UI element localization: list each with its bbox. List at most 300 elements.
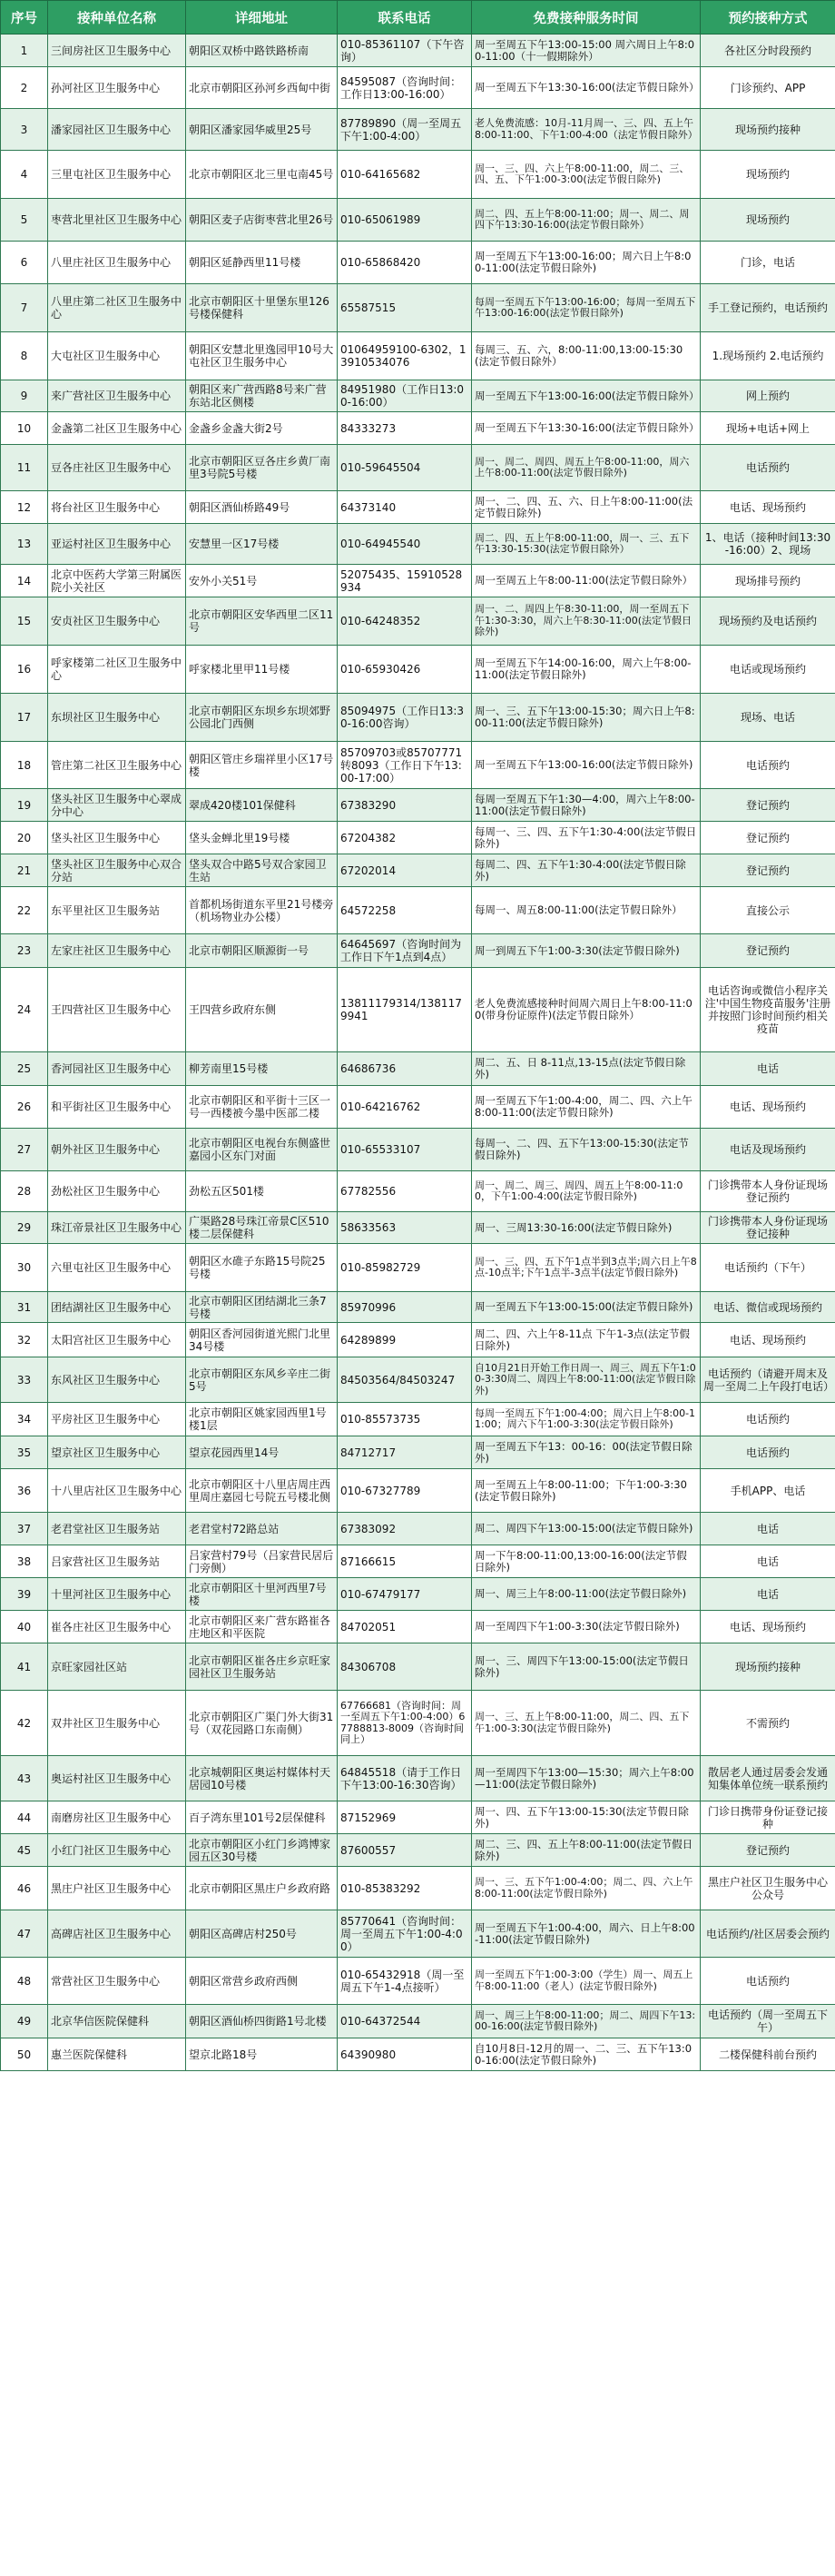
cell-index: 5 xyxy=(1,199,48,242)
cell-unit-name: 垡头社区卫生服务中心 xyxy=(48,822,186,854)
cell-service-time: 每周一至周五下午13:00-16:00；每周一至周五下午13:00-16:00(法定节假日除外) xyxy=(472,284,701,332)
header-address: 详细地址 xyxy=(186,1,338,35)
cell-appointment-method: 电话或现场预约 xyxy=(701,646,835,694)
cell-appointment-method: 登记预约 xyxy=(701,934,835,968)
cell-unit-name: 吕家营社区卫生服务站 xyxy=(48,1545,186,1578)
cell-address: 北京市朝阳区安华西里二区11号 xyxy=(186,597,338,646)
cell-address: 北京市朝阳区豆各庄乡黄厂南里3号院5号楼 xyxy=(186,445,338,491)
cell-service-time: 周一至周五下午1:00-3:00（学生）周一、周五上午8:00-11:00（老人）(法定节假日除外) xyxy=(472,1958,701,2005)
cell-phone: 010-67327789 xyxy=(338,1469,472,1513)
table-header-row xyxy=(1,1,835,35)
cell-appointment-method: 现场、电话 xyxy=(701,694,835,742)
cell-phone: 67202014 xyxy=(338,854,472,887)
table-row xyxy=(1,1086,835,1129)
cell-service-time: 每周三、五、六，8:00-11:00,13:00-15:30(法定节假日除外） xyxy=(472,332,701,380)
table-row xyxy=(1,1403,835,1436)
table-row xyxy=(1,934,835,968)
cell-index: 4 xyxy=(1,151,48,199)
cell-index: 46 xyxy=(1,1867,48,1910)
cell-address: 北京市朝阳区电视台东侧盛世嘉园小区东门对面 xyxy=(186,1129,338,1171)
cell-index: 12 xyxy=(1,491,48,524)
cell-address: 北京市朝阳区十里堡东里126号楼保健科 xyxy=(186,284,338,332)
cell-index: 45 xyxy=(1,1834,48,1867)
cell-unit-name: 三间房社区卫生服务中心 xyxy=(48,35,186,67)
cell-address: 北京市朝阳区姚家园西里1号楼1层 xyxy=(186,1403,338,1436)
cell-appointment-method: 1、电话（接种时间13:30-16:00）2、现场 xyxy=(701,524,835,565)
cell-service-time: 周一至周五下午13:30-16:00(法定节假日除外） xyxy=(472,67,701,109)
cell-appointment-method: 电话、现场预约 xyxy=(701,1086,835,1129)
cell-appointment-method: 登记预约 xyxy=(701,1834,835,1867)
cell-appointment-method: 黑庄户社区卫生服务中心公众号 xyxy=(701,1867,835,1910)
table-row xyxy=(1,1171,835,1212)
cell-appointment-method: 现场预约接种 xyxy=(701,109,835,151)
cell-appointment-method: 手工登记预约，电话预约 xyxy=(701,284,835,332)
cell-service-time: 每周一、三、四、五下午1:30-4:00(法定节假日除外) xyxy=(472,822,701,854)
cell-service-time: 周一至周五下午13:00-16:00(法定节假日除外) xyxy=(472,742,701,789)
cell-phone: 64845518（请于工作日下午13:00-16:30咨询） xyxy=(338,1756,472,1801)
cell-unit-name: 左家庄社区卫生服务中心 xyxy=(48,934,186,968)
cell-phone: 010-67479177 xyxy=(338,1578,472,1611)
cell-service-time: 周一、周二、周四、周五上午8:00-11:00，周六上午8:00-11:00(法定节假日除外) xyxy=(472,445,701,491)
cell-service-time: 每周一至周五下午1:00-4:00；周六日上午8:00-11:00；周六下午1:00-3:30(法定节假日除外) xyxy=(472,1403,701,1436)
cell-index: 15 xyxy=(1,597,48,646)
table-row xyxy=(1,968,835,1052)
cell-appointment-method: 门诊携带本人身份证现场登记预约 xyxy=(701,1171,835,1212)
cell-service-time: 老人免费流感接种时间周六周日上午8:00-11:00(带身份证原件)(法定节假日除外） xyxy=(472,968,701,1052)
cell-address: 北京市朝阳区和平街十三区一号一西楼被今墨中医部二楼 xyxy=(186,1086,338,1129)
cell-service-time: 周二、三、四、五上午8:00-11:00(法定节假日除外) xyxy=(472,1834,701,1867)
cell-phone: 84712717 xyxy=(338,1436,472,1469)
cell-unit-name: 双井社区卫生服务中心 xyxy=(48,1691,186,1756)
table-row xyxy=(1,1129,835,1171)
cell-service-time: 周一至周四下午1:00-3:30(法定节假日除外) xyxy=(472,1611,701,1643)
cell-address: 北京市朝阳区顺源街一号 xyxy=(186,934,338,968)
cell-phone: 010-85383292 xyxy=(338,1867,472,1910)
cell-appointment-method: 手机APP、电话 xyxy=(701,1469,835,1513)
cell-phone: 010-64216762 xyxy=(338,1086,472,1129)
cell-appointment-method: 不需预约 xyxy=(701,1691,835,1756)
cell-appointment-method: 电话预约 xyxy=(701,1436,835,1469)
cell-address: 北京市朝阳区广渠门外大街31号（双花园路口东南侧） xyxy=(186,1691,338,1756)
cell-service-time: 周一、二、周四上午8:30-11:00，周一至周五下午1:30-3:30，周六上午8:30-11:00(法定节假日除外) xyxy=(472,597,701,646)
cell-index: 10 xyxy=(1,412,48,445)
header-appointment-method: 预约接种方式 xyxy=(701,1,835,35)
cell-service-time: 周一至周五下午1:00-4:00，周六、日上午8:00-11:00(法定节假日除外) xyxy=(472,1910,701,1958)
table-row xyxy=(1,1513,835,1545)
cell-address: 老君堂村72路总站 xyxy=(186,1513,338,1545)
cell-index: 34 xyxy=(1,1403,48,1436)
cell-unit-name: 大屯社区卫生服务中心 xyxy=(48,332,186,380)
table-row xyxy=(1,887,835,934)
header-index: 序号 xyxy=(1,1,48,35)
table-row xyxy=(1,1436,835,1469)
cell-appointment-method: 门诊，电话 xyxy=(701,242,835,284)
cell-unit-name: 东平里社区卫生服务站 xyxy=(48,887,186,934)
cell-index: 49 xyxy=(1,2005,48,2038)
cell-phone: 010-64372544 xyxy=(338,2005,472,2038)
cell-address: 北京城朝阳区奥运村媒体村天居园10号楼 xyxy=(186,1756,338,1801)
cell-index: 39 xyxy=(1,1578,48,1611)
cell-phone: 64373140 xyxy=(338,491,472,524)
cell-appointment-method: 登记预约 xyxy=(701,822,835,854)
cell-service-time: 周二、四、五上午8:00-11:00，周一、三、五下午13:30-15:30(法定节假日除外） xyxy=(472,524,701,565)
table-row xyxy=(1,854,835,887)
cell-index: 9 xyxy=(1,380,48,412)
cell-service-time: 周一下午8:00-11:00,13:00-16:00(法定节假日除外) xyxy=(472,1545,701,1578)
table-row xyxy=(1,445,835,491)
cell-address: 朝阳区水碓子东路15号院25号楼 xyxy=(186,1244,338,1292)
table-row xyxy=(1,1578,835,1611)
cell-phone: 67766681（咨询时间：周一至周五下午1:00-4:00）67788813-8009（咨询时间同上） xyxy=(338,1691,472,1756)
cell-address: 吕家营村79号（吕家营民居后门旁侧） xyxy=(186,1545,338,1578)
cell-service-time: 周一、二、四、五、六、日上午8:00-11:00(法定节假日除外) xyxy=(472,491,701,524)
cell-unit-name: 朝外社区卫生服务中心 xyxy=(48,1129,186,1171)
cell-appointment-method: 电话 xyxy=(701,1052,835,1086)
table-row xyxy=(1,380,835,412)
cell-index: 40 xyxy=(1,1611,48,1643)
table-row xyxy=(1,646,835,694)
cell-address: 柳芳南里15号楼 xyxy=(186,1052,338,1086)
cell-index: 31 xyxy=(1,1292,48,1323)
table-row xyxy=(1,332,835,380)
cell-address: 朝阳区管庄乡瑞祥里小区17号楼 xyxy=(186,742,338,789)
cell-service-time: 周一至周五下午13:30-16:00(法定节假日除外） xyxy=(472,412,701,445)
cell-unit-name: 小红门社区卫生服务中心 xyxy=(48,1834,186,1867)
cell-phone: 13811179314/1381179941 xyxy=(338,968,472,1052)
cell-service-time: 周一、四、五下午13:00-15:30(法定节假日除外) xyxy=(472,1801,701,1834)
cell-address: 垡头双合中路5号双合家园卫生站 xyxy=(186,854,338,887)
cell-unit-name: 崔各庄社区卫生服务中心 xyxy=(48,1611,186,1643)
cell-appointment-method: 网上预约 xyxy=(701,380,835,412)
cell-service-time: 周二、周四下午13:00-15:00(法定节假日除外) xyxy=(472,1513,701,1545)
table-row xyxy=(1,1545,835,1578)
cell-index: 3 xyxy=(1,109,48,151)
cell-address: 百子湾东里101号2层保健科 xyxy=(186,1801,338,1834)
table-row xyxy=(1,109,835,151)
cell-phone: 87152969 xyxy=(338,1801,472,1834)
cell-unit-name: 惠兰医院保健科 xyxy=(48,2038,186,2071)
table-row xyxy=(1,524,835,565)
cell-appointment-method: 电话 xyxy=(701,1545,835,1578)
cell-address: 朝阳区香河园街道光熙门北里34号楼 xyxy=(186,1323,338,1357)
cell-phone: 64390980 xyxy=(338,2038,472,2071)
cell-index: 13 xyxy=(1,524,48,565)
cell-appointment-method: 现场预约及电话预约 xyxy=(701,597,835,646)
cell-appointment-method: 门诊预约、APP xyxy=(701,67,835,109)
cell-service-time: 周一到周五下午1:00-3:30(法定节假日除外) xyxy=(472,934,701,968)
cell-service-time: 周一、周三上午8:00-11:00；周二、周四下午13:00-16:00(法定节假日除外) xyxy=(472,2005,701,2038)
cell-unit-name: 十里河社区卫生服务中心 xyxy=(48,1578,186,1611)
table-row xyxy=(1,412,835,445)
cell-unit-name: 六里屯社区卫生服务中心 xyxy=(48,1244,186,1292)
cell-index: 47 xyxy=(1,1910,48,1958)
cell-phone: 010-64165682 xyxy=(338,151,472,199)
cell-service-time: 周一至周五上午8:00-11:00；下午1:00-3:30(法定节假日除外) xyxy=(472,1469,701,1513)
cell-unit-name: 八里庄社区卫生服务中心 xyxy=(48,242,186,284)
cell-unit-name: 将台社区卫生服务中心 xyxy=(48,491,186,524)
cell-unit-name: 平房社区卫生服务中心 xyxy=(48,1403,186,1436)
cell-index: 6 xyxy=(1,242,48,284)
cell-address: 翠成420楼101保健科 xyxy=(186,789,338,822)
cell-appointment-method: 现场预约 xyxy=(701,199,835,242)
cell-phone: 010-65061989 xyxy=(338,199,472,242)
cell-appointment-method: 电话、现场预约 xyxy=(701,491,835,524)
cell-phone: 64572258 xyxy=(338,887,472,934)
table-row xyxy=(1,1292,835,1323)
cell-unit-name: 垡头社区卫生服务中心双合分站 xyxy=(48,854,186,887)
cell-service-time: 周一、三、四、五下午1点半到3点半;周六日上午8点-10点半;下午1点半-3点半(法定节假日除外) xyxy=(472,1244,701,1292)
header-phone: 联系电话 xyxy=(338,1,472,35)
cell-phone: 84951980（工作日13:00-16:00） xyxy=(338,380,472,412)
cell-unit-name: 安贞社区卫生服务中心 xyxy=(48,597,186,646)
cell-address: 朝阳区酒仙桥四街路1号北楼 xyxy=(186,2005,338,2038)
cell-index: 29 xyxy=(1,1212,48,1244)
cell-appointment-method: 门诊携带本人身份证现场登记接种 xyxy=(701,1212,835,1244)
cell-phone: 010-59645504 xyxy=(338,445,472,491)
cell-appointment-method: 电话预约 xyxy=(701,1403,835,1436)
cell-service-time: 周一、三、四、六上午8:00-11:00，周二、三、四、五、下午1:00-3:00(法定节假日除外) xyxy=(472,151,701,199)
cell-address: 北京市朝阳区十八里店周庄西里周庄嘉园七号院五号楼北侧 xyxy=(186,1469,338,1513)
cell-service-time: 周一至周五下午13:00-16:00；周六日上午8:00-11:00(法定节假日除外) xyxy=(472,242,701,284)
cell-phone: 84306708 xyxy=(338,1643,472,1691)
cell-appointment-method: 电话预约（下午） xyxy=(701,1244,835,1292)
cell-service-time: 每周一、二、四、五下午13:00-15:30(法定节假日除外) xyxy=(472,1129,701,1171)
cell-index: 24 xyxy=(1,968,48,1052)
cell-index: 1 xyxy=(1,35,48,67)
cell-unit-name: 团结湖社区卫生服务中心 xyxy=(48,1292,186,1323)
cell-address: 首都机场街道东平里21号楼旁（机场物业办公楼） xyxy=(186,887,338,934)
cell-phone: 010-65533107 xyxy=(338,1129,472,1171)
table-row xyxy=(1,1834,835,1867)
cell-address: 北京市朝阳区东风乡辛庄二街5号 xyxy=(186,1357,338,1403)
cell-unit-name: 三里屯社区卫生服务中心 xyxy=(48,151,186,199)
cell-unit-name: 金盏第二社区卫生服务中心 xyxy=(48,412,186,445)
table-row xyxy=(1,822,835,854)
cell-service-time: 周一至周五下午13:00-15:00 周六周日上午8:00-11:00（十一假期除外） xyxy=(472,35,701,67)
cell-address: 北京市朝阳区黑庄户乡政府路 xyxy=(186,1867,338,1910)
cell-unit-name: 呼家楼第二社区卫生服务中心 xyxy=(48,646,186,694)
cell-phone: 010-65930426 xyxy=(338,646,472,694)
cell-unit-name: 奥运村社区卫生服务中心 xyxy=(48,1756,186,1801)
cell-phone: 67782556 xyxy=(338,1171,472,1212)
cell-index: 37 xyxy=(1,1513,48,1545)
cell-appointment-method: 电话 xyxy=(701,1513,835,1545)
cell-appointment-method: 登记预约 xyxy=(701,789,835,822)
table-row xyxy=(1,1244,835,1292)
cell-phone: 010-64945540 xyxy=(338,524,472,565)
cell-address: 北京市朝阳区十里河西里7号楼 xyxy=(186,1578,338,1611)
cell-address: 朝阳区常营乡政府西侧 xyxy=(186,1958,338,2005)
table-row xyxy=(1,789,835,822)
table-row xyxy=(1,1357,835,1403)
cell-address: 北京市朝阳区北三里屯南45号 xyxy=(186,151,338,199)
cell-address: 朝阳区双桥中路铁路桥南 xyxy=(186,35,338,67)
cell-appointment-method: 电话预约 xyxy=(701,742,835,789)
cell-index: 17 xyxy=(1,694,48,742)
table-row xyxy=(1,1212,835,1244)
cell-index: 50 xyxy=(1,2038,48,2071)
cell-address: 北京市朝阳区小红门乡鸿博家园五区30号楼 xyxy=(186,1834,338,1867)
cell-phone: 64645697（咨询时间为工作日下午1点到4点） xyxy=(338,934,472,968)
table-row xyxy=(1,1052,835,1086)
table-row xyxy=(1,1910,835,1958)
cell-phone: 67204382 xyxy=(338,822,472,854)
cell-phone: 65587515 xyxy=(338,284,472,332)
cell-phone: 85970996 xyxy=(338,1292,472,1323)
cell-index: 11 xyxy=(1,445,48,491)
cell-service-time: 周一至周五下午13：00-16：00(法定节假日除外) xyxy=(472,1436,701,1469)
cell-index: 18 xyxy=(1,742,48,789)
cell-unit-name: 珠江帝景社区卫生服务中心 xyxy=(48,1212,186,1244)
cell-appointment-method: 电话预约 xyxy=(701,1958,835,2005)
cell-phone: 84702051 xyxy=(338,1611,472,1643)
cell-service-time: 周二、四、六上午8-11点 下午1-3点(法定节假日除外) xyxy=(472,1323,701,1357)
cell-phone: 01064959100-6302，13910534076 xyxy=(338,332,472,380)
cell-unit-name: 太阳宫社区卫生服务中心 xyxy=(48,1323,186,1357)
table-row xyxy=(1,1691,835,1756)
cell-unit-name: 亚运村社区卫生服务中心 xyxy=(48,524,186,565)
cell-unit-name: 十八里店社区卫生服务中心 xyxy=(48,1469,186,1513)
cell-address: 垡头金蝉北里19号楼 xyxy=(186,822,338,854)
table-row xyxy=(1,491,835,524)
cell-index: 33 xyxy=(1,1357,48,1403)
table-row xyxy=(1,2038,835,2071)
cell-service-time: 周一至周五上午8:00-11:00(法定节假日除外） xyxy=(472,565,701,597)
cell-service-time: 自10月21日开始工作日周一、周三、周五下午1:00-3:30周二、周四上午8:00-11:00(法定节假日除外) xyxy=(472,1357,701,1403)
cell-index: 30 xyxy=(1,1244,48,1292)
cell-appointment-method: 登记预约 xyxy=(701,854,835,887)
cell-address: 北京市朝阳区来广营东路崔各庄地区和平医院 xyxy=(186,1611,338,1643)
cell-service-time: 周一、三、五下午13:00-15:30；周六日上午8:00-11:00(法定节假日除外) xyxy=(472,694,701,742)
cell-appointment-method: 电话预约（周一至周五下午） xyxy=(701,2005,835,2038)
cell-unit-name: 孙河社区卫生服务中心 xyxy=(48,67,186,109)
cell-phone: 85770641（咨询时间：周一至周五下午1:00-4:00） xyxy=(338,1910,472,1958)
cell-address: 朝阳区潘家园华威里25号 xyxy=(186,109,338,151)
cell-appointment-method: 各社区分时段预约 xyxy=(701,35,835,67)
cell-appointment-method: 直接公示 xyxy=(701,887,835,934)
cell-index: 35 xyxy=(1,1436,48,1469)
cell-address: 北京市朝阳区东坝乡东坝郊野公园北门西侧 xyxy=(186,694,338,742)
cell-index: 41 xyxy=(1,1643,48,1691)
cell-phone: 84503564/84503247 xyxy=(338,1357,472,1403)
table-row xyxy=(1,1867,835,1910)
cell-address: 朝阳区延静西里11号楼 xyxy=(186,242,338,284)
cell-service-time: 周二、四、五上午8:00-11:00；周一、周二、周四下午13:30-16:00(法定节假日除外） xyxy=(472,199,701,242)
cell-unit-name: 北京华信医院保健科 xyxy=(48,2005,186,2038)
cell-address: 朝阳区酒仙桥路49号 xyxy=(186,491,338,524)
table-row xyxy=(1,1469,835,1513)
cell-service-time: 周一、三、五下午1:00-4:00；周二、四、六上午8:00-11:00(法定节假日除外) xyxy=(472,1867,701,1910)
cell-index: 20 xyxy=(1,822,48,854)
cell-index: 28 xyxy=(1,1171,48,1212)
cell-unit-name: 潘家园社区卫生服务中心 xyxy=(48,109,186,151)
cell-appointment-method: 电话预约（请避开周末及周一至周二上午段打电话） xyxy=(701,1357,835,1403)
cell-service-time: 周一、三周13:30-16:00(法定节假日除外) xyxy=(472,1212,701,1244)
cell-service-time: 每周二、四、五下午1:30-4:00(法定节假日除外) xyxy=(472,854,701,887)
table-row xyxy=(1,1756,835,1801)
cell-phone: 58633563 xyxy=(338,1212,472,1244)
cell-index: 48 xyxy=(1,1958,48,2005)
table-row xyxy=(1,2005,835,2038)
table-row xyxy=(1,35,835,67)
cell-unit-name: 北京中医药大学第三附属医院小关社区 xyxy=(48,565,186,597)
cell-phone: 85709703或85707771转8093（工作日下午13:00-17:00） xyxy=(338,742,472,789)
cell-address: 北京市朝阳区团结湖北三条7号楼 xyxy=(186,1292,338,1323)
cell-phone: 010-65868420 xyxy=(338,242,472,284)
table-row xyxy=(1,242,835,284)
cell-unit-name: 垡头社区卫生服务中心翠成分中心 xyxy=(48,789,186,822)
cell-index: 7 xyxy=(1,284,48,332)
cell-index: 43 xyxy=(1,1756,48,1801)
cell-unit-name: 东风社区卫生服务中心 xyxy=(48,1357,186,1403)
table-row xyxy=(1,67,835,109)
table-row xyxy=(1,1611,835,1643)
cell-unit-name: 香河园社区卫生服务中心 xyxy=(48,1052,186,1086)
table-row xyxy=(1,1643,835,1691)
cell-service-time: 周一至周五下午13:00-16:00(法定节假日除外） xyxy=(472,380,701,412)
cell-service-time: 周一、三、周四下午13:00-15:00(法定节假日除外) xyxy=(472,1643,701,1691)
cell-unit-name: 老君堂社区卫生服务站 xyxy=(48,1513,186,1545)
table-row xyxy=(1,151,835,199)
cell-phone: 010-85361107（下午咨询） xyxy=(338,35,472,67)
cell-address: 朝阳区麦子店街枣营北里26号 xyxy=(186,199,338,242)
cell-phone: 52075435、15910528934 xyxy=(338,565,472,597)
cell-unit-name: 八里庄第二社区卫生服务中心 xyxy=(48,284,186,332)
cell-index: 25 xyxy=(1,1052,48,1086)
cell-address: 朝阳区安慧北里逸园甲10号大屯社区卫生服务中心 xyxy=(186,332,338,380)
cell-unit-name: 高碑店社区卫生服务中心 xyxy=(48,1910,186,1958)
cell-index: 36 xyxy=(1,1469,48,1513)
cell-appointment-method: 电话咨询或微信小程序关注'中国生物疫苗服务'注册并按照门诊时间预约相关疫苗 xyxy=(701,968,835,1052)
cell-address: 呼家楼北里甲11号楼 xyxy=(186,646,338,694)
cell-appointment-method: 现场预约接种 xyxy=(701,1643,835,1691)
cell-service-time: 周一至周四下午13:00—15:30；周六上午8:00—11:00(法定节假日除外) xyxy=(472,1756,701,1801)
cell-phone: 87789890（周一至周五下午1:00-4:00） xyxy=(338,109,472,151)
cell-service-time: 周一至周五下午1:00-4:00，周二、四、六上午8:00-11:00(法定节假日除外) xyxy=(472,1086,701,1129)
cell-appointment-method: 电话、现场预约 xyxy=(701,1323,835,1357)
cell-phone: 010-64248352 xyxy=(338,597,472,646)
cell-appointment-method: 电话及现场预约 xyxy=(701,1129,835,1171)
cell-phone: 84595087（咨询时间：工作日13:00-16:00） xyxy=(338,67,472,109)
cell-address: 朝阳区高碑店村250号 xyxy=(186,1910,338,1958)
cell-phone: 87166615 xyxy=(338,1545,472,1578)
table-row xyxy=(1,742,835,789)
cell-index: 38 xyxy=(1,1545,48,1578)
cell-phone: 84333273 xyxy=(338,412,472,445)
cell-phone: 67383290 xyxy=(338,789,472,822)
cell-index: 2 xyxy=(1,67,48,109)
cell-index: 44 xyxy=(1,1801,48,1834)
cell-address: 劲松五区501楼 xyxy=(186,1171,338,1212)
table-row xyxy=(1,694,835,742)
cell-appointment-method: 二楼保健科前台预约 xyxy=(701,2038,835,2071)
cell-phone: 010-85573735 xyxy=(338,1403,472,1436)
cell-service-time: 周一、三、五上午8:00-11:00，周二、四、五下午1:00-3:30(法定节假日除外) xyxy=(472,1691,701,1756)
cell-address: 望京花园西里14号 xyxy=(186,1436,338,1469)
cell-unit-name: 东坝社区卫生服务中心 xyxy=(48,694,186,742)
table-row xyxy=(1,1801,835,1834)
cell-index: 42 xyxy=(1,1691,48,1756)
table-body xyxy=(1,35,835,2071)
cell-appointment-method: 电话、微信或现场预约 xyxy=(701,1292,835,1323)
cell-unit-name: 枣营北里社区卫生服务中心 xyxy=(48,199,186,242)
cell-index: 22 xyxy=(1,887,48,934)
cell-appointment-method: 现场+电话+网上 xyxy=(701,412,835,445)
cell-index: 14 xyxy=(1,565,48,597)
cell-index: 32 xyxy=(1,1323,48,1357)
table-row xyxy=(1,597,835,646)
cell-address: 安外小关51号 xyxy=(186,565,338,597)
